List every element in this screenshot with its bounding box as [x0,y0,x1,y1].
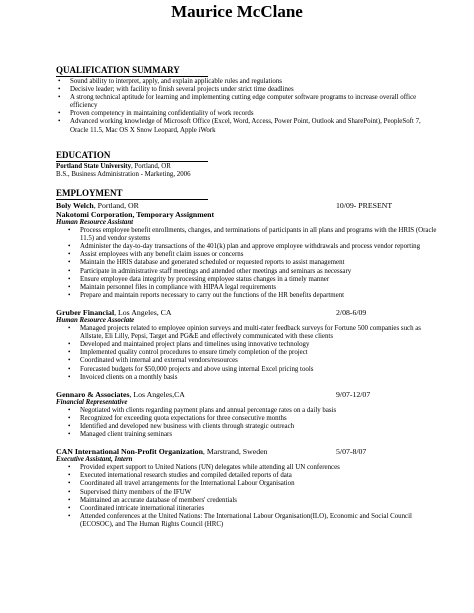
employer-name: Gennaro & Associates [56,389,130,399]
candidate-name: Maurice McClane [171,2,303,21]
job-header [56,390,430,399]
list-item: • Prepare and maintain reports necessary to carry out the functions of the HR benefits department [66,292,440,300]
employer-location: , Marstrand, Sweden [202,447,268,457]
list-item: • Supervised thirty members of the IFUW [66,489,440,497]
job-dates: 5/07-8/07 [336,447,367,457]
list-item: • Proven competency in maintaining confidentiality of work records [56,110,430,118]
job-duties [66,325,440,382]
job-header [56,308,430,317]
list-item: • Attended conferences at the United Nations: The International Labour Organisation(ILO), Economic and Social Council (ECOSOC), and The Human Rights Council (HRC) [66,513,440,529]
job-duties [66,464,440,529]
list-item: • Coordinated with internal and external vendors/resources [66,357,440,365]
qualification-title: QUALIFICATION SUMMARY [56,65,208,77]
job-role: Executive Assistant, Intern [56,456,133,464]
job-duties [66,407,440,439]
job-dates: 2/08-6/09 [336,307,367,317]
list-item: • Sound ability to interpret, apply, and explain applicable rules and regulations [56,78,430,86]
list-item: • Implemented quality control procedures to ensure timely completion of the project [66,349,440,357]
list-item: • Negotiated with clients regarding payment plans and annual percentage rates on a daily basis [66,407,440,415]
list-item: • Managed projects related to employee opinion surveys and multi-rater feedback surveys for Fortune 500 companies such as Allstate, Eli Lilly, Pepsi, Target and PG&E and effectively communicated with these clients [66,325,440,341]
job-header [56,447,430,456]
list-item: • Administer the day-to-day transactions of the 401(k) plan and approve employee withdrawals and process vendor reporting [66,243,440,251]
qualification-section [56,60,430,135]
job-dates: 9/07-12/07 [336,389,371,399]
job-role: Human Resource Associate [56,316,135,324]
list-item: • Coordinated all travel arrangements for the International Labour Organisation [66,480,440,488]
list-item: • Forecasted budgets for $50,000 projects and above using internal Excel pricing tools [66,366,440,374]
list-item: • Participate in administrative staff meetings and attended other meetings and seminars as necessary [66,268,440,276]
list-item: • Developed and maintained project plans and timelines using innovative technology [66,341,440,349]
list-item: • Maintain personnel files in compliance with HIPAA legal requirements [66,284,440,292]
list-item: • Invoiced clients on a monthly basis [66,374,440,382]
list-item: • A strong technical aptitude for learning and implementing cutting edge computer software programs to increase overall office efficiency [56,94,430,110]
list-item: • Recognized for exceeding quota expectations for three consecutive months [66,415,440,423]
employer-location: , Portland, OR [93,201,139,210]
list-item: • Maintained an accurate database of members' credentials [66,497,440,505]
list-item: • Process employee benefit enrollments, changes, and terminations of participants in all plans and programs with the HRIS (Oracle 11.5) and vendor systems [66,227,440,243]
list-item: • Executed international research studies and compiled detailed reports of data [66,472,440,480]
job-dates: 10/09- PRESENT [336,201,393,210]
list-item: • Ensure employee data integrity by processing employee status changes in a timely manner [66,276,440,284]
employer-name: CAN International Non-Profit Organization [56,447,203,457]
degree: B.S., Business Administration - Marketing, 2006 [56,171,191,179]
employer-name: Gruber Financial [56,307,115,317]
school-name: Portland State University [56,163,132,170]
employment-title: EMPLOYMENT [56,188,208,200]
job-role: Financial Representative [56,398,128,406]
list-item: • Provided expert support to United Nations (UN) delegates while attending all UN conferences [66,464,440,472]
employment-section [56,183,440,529]
education-title: EDUCATION [56,150,208,162]
list-item: • Decisive leader; with facility to finish several projects under strict time deadlines [56,86,430,94]
list-item: • Advanced working knowledge of Microsoft Office (Excel, Word, Access, Power Point, Outlook and SharePoint), PeopleSoft 7, Oracle 11.5, Mac OS X Snow Leopard, Apple iWork [56,118,430,134]
list-item: • Assist employees with any benefit claim issues or concerns [66,251,440,259]
education-school-line [56,163,208,171]
list-item: • Coordinated intricate international itineraries [66,505,440,513]
job-duties [66,227,440,300]
school-location: , Portland, OR [131,163,171,170]
job-header [56,201,430,210]
job-role: Human Resource Assistant [56,219,134,226]
list-item: • Managed client training seminars [66,431,440,439]
education-section [56,145,208,179]
employer-location: , Los Angeles, CA [114,307,172,317]
employer-location: , Los Angeles,CA [129,389,185,399]
qualification-list [56,78,430,135]
assignment: Nakotomi Corporation, Temporary Assignment [56,210,215,219]
employer-name: Boly Welch [56,201,94,210]
list-item: • Maintain the HRIS database and generated scheduled or requested reports to assist management [66,259,440,267]
list-item: • Identified and developed new business with clients through strategic outreach [66,423,440,431]
